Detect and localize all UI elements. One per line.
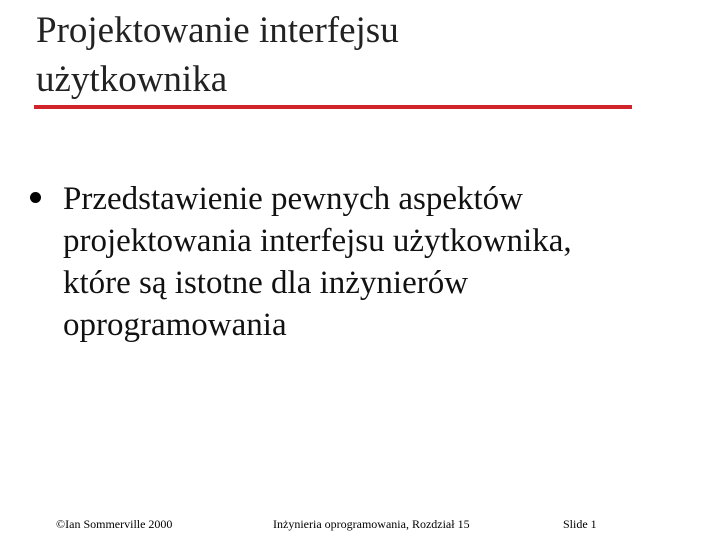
bullet-dot-icon bbox=[30, 192, 41, 203]
slide-title bbox=[36, 6, 636, 104]
bullet-line: które są istotne dla inżynierów bbox=[63, 265, 469, 301]
footer-slide-number: Slide 1 bbox=[563, 517, 597, 531]
bullet-item-1 bbox=[63, 178, 703, 346]
slide-title-line-1: Projektowanie interfejsu bbox=[36, 10, 399, 51]
bullet-line: projektowania interfejsu użytkownika, bbox=[63, 223, 572, 259]
slide-title-line-2: użytkownika bbox=[36, 59, 228, 100]
bullet-line: oprogramowania bbox=[63, 307, 287, 343]
bullet-line: Przedstawienie pewnych aspektów bbox=[63, 181, 524, 217]
footer-course-title: Inżynieria oprogramowania, Rozdział 15 bbox=[273, 517, 470, 531]
footer-copyright: ©Ian Sommerville 2000 bbox=[56, 517, 173, 531]
title-underline-rule bbox=[34, 105, 632, 109]
